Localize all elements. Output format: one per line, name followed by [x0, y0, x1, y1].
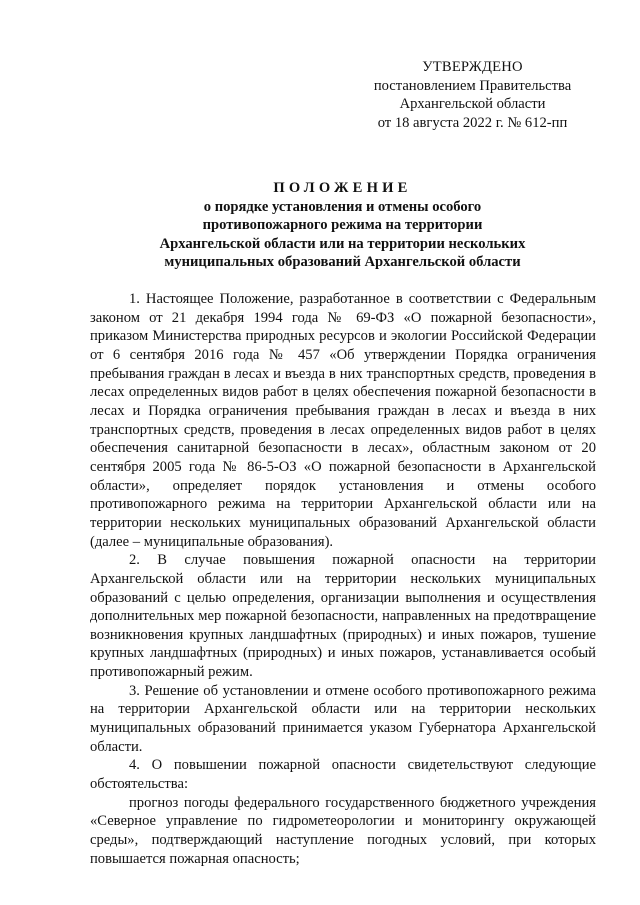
- document-subtitle-line: муниципальных образований Архангельской области: [164, 254, 521, 271]
- approval-date-number: от 18 августа 2022 г. № 612-пп: [377, 114, 568, 131]
- document-subtitle-line: противопожарного режима на территории: [202, 217, 483, 234]
- approval-stamp: [350, 58, 595, 132]
- paragraph-2: 2. В случае повышения пожарной опасности на территории Архангельской области или на территории нескольких муниципальных образований с целью определения, организации выполнения и осуществления дополнительных мер пожарной безопасности, направленных на предотвращение возникновения крупных ландшафтных (природных) и иных пожаров, тушение крупных ландшафтных (природных) и иных пожаров, устанавливается особый противопожарный режим.: [90, 552, 596, 681]
- paragraph-4: 4. О повышении пожарной опасности свидетельствуют следующие обстоятельства:: [90, 757, 596, 793]
- document-heading: ПОЛОЖЕНИЕ: [273, 180, 412, 196]
- approval-line: постановлением Правительства: [373, 77, 572, 94]
- paragraph-3: 3. Решение об установлении и отмене особого противопожарного режима на территории Архангельской области или на территории нескольких муниципальных образований принимается указом Губернатора Архангельской области.: [90, 682, 596, 755]
- approval-line: Архангельской области: [399, 96, 546, 112]
- document-body: [90, 290, 596, 868]
- paragraph-4-item: прогноз погоды федерального государственного бюджетного учреждения «Северное управление по гидрометеорологии и мониторингу окружающей среды», подтверждающий наступление погодных условий, при которых повышается пожарная опасность;: [90, 794, 596, 867]
- document-title-block: [100, 179, 585, 272]
- document-subtitle-line: о порядке установления и отмены особого: [203, 198, 482, 215]
- paragraph-1: 1. Настоящее Положение, разработанное в соответствии с Федеральным законом от 21 декабря 1994 года № 69-ФЗ «О пожарной безопасности», приказом Министерства природных ресурсов и экологии Российской Федерации от 6 сентября 2016 года № 457 «Об утверждении Порядка ограничения пребывания граждан в лесах и въезда в них транспортных средств, проведения в лесах определенных видов работ в целях обеспечения пожарной безопасности в лесах и Порядка ограничения пребывания граждан в лесах и въезда в них транспортных средств, проведения в лесах определенных видов работ в целях обеспечения санитарной безопасности в лесах», областным законом от 20 сентября 2005 года № 86-5-ОЗ «О пожарной безопасности в Архангельской области», определяет порядок установления и отмены особого противопожарного режима на территории Архангельской области или на территории нескольких муниципальных образований Архангельской области (далее – муниципальные образования).: [90, 291, 596, 550]
- approval-title: УТВЕРЖДЕНО: [422, 59, 523, 75]
- document-subtitle-line: Архангельской области или на территории нескольких: [159, 235, 526, 252]
